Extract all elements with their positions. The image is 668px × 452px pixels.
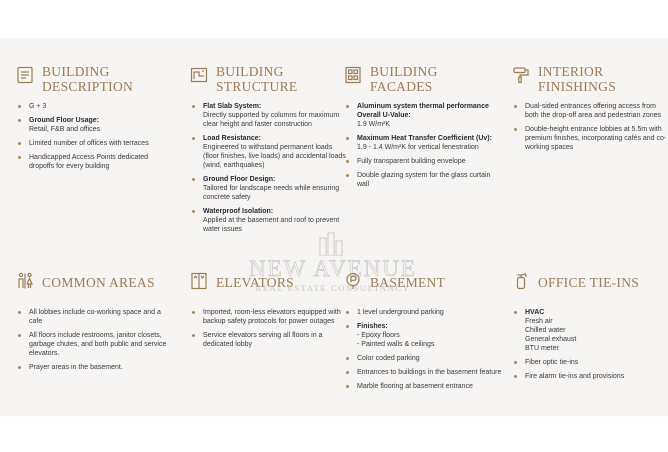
section-items <box>512 308 668 381</box>
item-subline: - Epoxy floors <box>357 332 400 339</box>
list-item <box>344 157 502 166</box>
section-header <box>16 270 174 300</box>
item-text: 1.9 - 1.4 W/m²K for vertical fenestration <box>357 144 479 151</box>
item-heading: Waterproof Isolation: <box>203 208 274 215</box>
item-text: Entrances to buildings in the basement feature <box>357 369 502 376</box>
facade-icon <box>344 66 362 84</box>
list-item <box>16 308 174 326</box>
elevator-icon <box>190 272 208 290</box>
list-item <box>16 153 174 171</box>
paint-roller-icon <box>512 66 530 84</box>
fire-extinguisher-icon <box>512 272 530 290</box>
item-text: All lobbies include co-working space and a cafe <box>29 309 161 325</box>
list-item <box>16 363 174 372</box>
list-item <box>512 358 668 367</box>
item-text: Retail, F&B and offices <box>29 126 101 133</box>
section-interior-finishings <box>512 64 668 157</box>
section-title: COMMON AREAS <box>42 275 155 290</box>
item-text: Fiber optic tie-ins <box>525 359 579 366</box>
list-item <box>344 102 502 129</box>
section-items <box>190 308 348 349</box>
list-item <box>190 175 348 202</box>
list-item <box>16 139 174 148</box>
restroom-icon <box>16 272 34 290</box>
section-items <box>190 102 348 234</box>
item-heading: Ground Floor Design: <box>203 176 276 183</box>
section-header <box>344 64 502 94</box>
list-item <box>190 207 348 234</box>
list-item <box>344 171 502 189</box>
item-text: Color coded parking <box>357 355 420 362</box>
item-text: 1.9 W/m²K <box>357 121 391 128</box>
list-item <box>344 322 502 349</box>
section-header <box>190 64 348 94</box>
item-heading: Ground Floor Usage: <box>29 117 99 124</box>
item-text: Service elevators serving all floors in a dedicated lobby <box>203 332 323 348</box>
item-subline: Fresh air <box>525 318 553 325</box>
section-title: BASEMENT <box>370 275 446 290</box>
item-text: Directly supported by columns for maximum clear height and faster construction <box>203 112 340 128</box>
list-item <box>344 382 502 391</box>
section-title: ELEVATORS <box>216 275 294 290</box>
section-building-structure <box>190 64 348 239</box>
section-items <box>16 308 174 372</box>
item-heading: HVAC <box>525 309 545 316</box>
blueprint-icon <box>190 66 208 84</box>
section-building-facades <box>344 64 502 194</box>
item-text: Imported, room-less elevators equipped with backup safety protocols for power outages <box>203 309 341 325</box>
item-subline: General exhaust <box>525 336 577 343</box>
list-item <box>512 125 668 152</box>
item-text: Prayer areas in the basement. <box>29 364 123 371</box>
section-header <box>512 270 668 300</box>
list-item <box>344 368 502 377</box>
section-title: INTERIOR FINISHINGS <box>538 64 617 94</box>
section-title: BUILDING DESCRIPTION <box>42 64 134 94</box>
item-text: Double-height entrance lobbies at 5.5m with premium finishes, incorporating cafés and co-working spaces <box>525 126 667 151</box>
section-header <box>512 64 668 94</box>
item-text: Fully transparent building envelope <box>357 158 466 165</box>
list-item <box>512 102 668 120</box>
section-items <box>344 308 502 391</box>
item-heading: Load Resistance: <box>203 135 261 142</box>
item-text: Tailored for landscape needs while ensuring concrete safety <box>203 185 340 201</box>
item-text: Handicapped Access Points dedicated dropoffs for every building <box>29 154 149 170</box>
item-text: 1 level underground parking <box>357 309 444 316</box>
item-text: Engineered to withstand permanent loads (floor finishes, live loads) and accidental loads (wind, earthquakes) <box>203 144 346 169</box>
section-items <box>344 102 502 189</box>
section-title: BUILDING STRUCTURE <box>216 64 298 94</box>
item-text: G + 3 <box>29 103 47 110</box>
item-text: Fire alarm tie-ins and provisions <box>525 373 625 380</box>
item-text: All floors include restrooms, janitor closets, garbage chutes, and both public and service elevators. <box>29 332 167 357</box>
list-item <box>16 116 174 134</box>
item-subline: - Painted walls & ceilings <box>357 341 435 348</box>
specs-sheet <box>0 38 668 416</box>
list-item <box>512 308 668 353</box>
item-text: Marble flooring at basement entrance <box>357 383 473 390</box>
section-items <box>16 102 174 171</box>
section-header <box>16 64 174 94</box>
watermark-name: NEW AVENUE <box>248 256 417 281</box>
section-elevators <box>190 270 348 354</box>
list-item <box>344 354 502 363</box>
section-title: BUILDING FACADES <box>370 64 438 94</box>
item-text: Applied at the basement and roof to prevent water issues <box>203 217 340 233</box>
section-basement <box>344 270 502 396</box>
watermark-tagline: REAL ESTATE CONSULTANCY <box>255 283 411 293</box>
item-heading: Flat Slab System: <box>203 103 262 110</box>
section-building-description <box>16 64 174 176</box>
section-title: OFFICE TIE-INS <box>538 275 640 290</box>
list-item <box>190 331 348 349</box>
list-item <box>16 331 174 358</box>
item-heading: Maximum Heat Transfer Coefficient (Uv): <box>357 135 492 142</box>
list-item <box>190 102 348 129</box>
section-office-tie-ins <box>512 270 668 386</box>
item-text: Dual-sided entrances offering access from both the drop-off area and pedestrian zones <box>525 103 662 119</box>
list-item <box>512 372 668 381</box>
item-text: Double glazing system for the glass curtain wall <box>357 172 491 188</box>
section-header <box>190 270 348 300</box>
list-item <box>16 102 174 111</box>
parking-icon <box>344 272 362 290</box>
item-subline: BTU meter <box>525 345 559 352</box>
list-item <box>190 134 348 170</box>
item-text: Limited number of offices with terraces <box>29 140 149 147</box>
section-items <box>512 102 668 152</box>
item-subline: Chilled water <box>525 327 566 334</box>
list-item <box>344 134 502 152</box>
item-heading: Aluminum system thermal performance Overall U-Value: <box>357 103 489 119</box>
list-item <box>344 308 502 317</box>
section-common-areas <box>16 270 174 377</box>
document-icon <box>16 66 34 84</box>
list-item <box>190 308 348 326</box>
section-header <box>344 270 502 300</box>
item-heading: Finishes: <box>357 323 388 330</box>
